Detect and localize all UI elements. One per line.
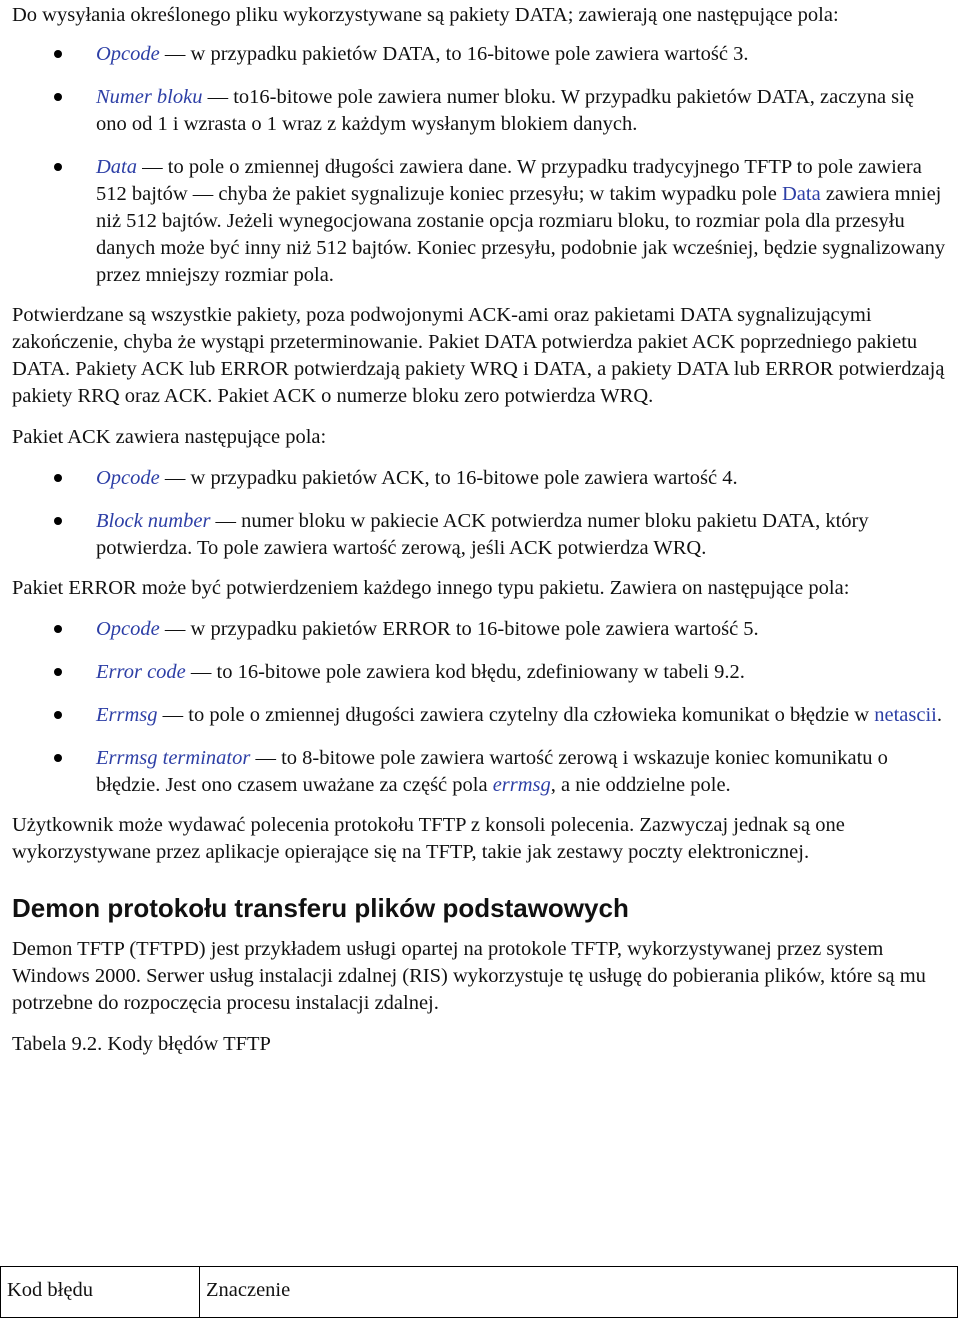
bullet-icon [54,93,62,101]
bullet-icon [54,517,62,525]
bullet-icon [54,668,62,676]
field-description: to 16-bitowe pole zawiera kod błędu, zdefiniowany w tabeli 9.2. [216,661,745,683]
bullet-icon [54,50,62,58]
list-item [12,659,946,686]
field-description: to pole o zmiennej długości zawiera dane. W przypadku tradycyjnego TFTP to pole zawiera 512 bajtów — chyba że pakiet sygnalizuje koniec przesyłu; w takim wypadku pole [96,156,922,205]
field-description: w przypadku pakietów DATA, to 16-bitowe pole zawiera wartość 3. [190,43,749,65]
em-dash: — [159,43,191,65]
em-dash: — [159,618,191,640]
bullet-icon [54,474,62,482]
ack-confirm-paragraph: Potwierdzane są wszystkie pakiety, poza podwojonymi ACK-ami oraz pakietami DATA sygnalizującymi zakończenie, chyba że wystąpi przeterminowanie. Pakiet DATA potwierdza pakiet ACK poprzedniego pakietu DATA. Pakiety ACK lub ERROR potwierdzają pakiety WRQ i DATA, a pakiety DATA lub ERROR potwierdzają pakiety RRQ oraz ACK. Pakiet ACK o numerze bloku zero potwierdza WRQ. [12,304,945,407]
error-intro-paragraph: Pakiet ERROR może być potwierdzeniem każdego innego typu pakietu. Zawiera on następujące pola: [12,577,850,599]
section-paragraph: Demon TFTP (TFTPD) jest przykładem usługi opartej na protokole TFTP, wykorzystywanej przez system Windows 2000. Serwer usług instalacji zdalnej (RIS) wykorzystuje tę usługę do pobierania plików, które są mu potrzebne do rozpoczęcia procesu instalacji zdalnej. [12,938,926,1014]
field-term: Opcode [96,43,160,65]
em-dash: — [202,86,234,108]
list-item [12,702,946,729]
field-description: to16-bitowe pole zawiera numer bloku. W przypadku pakietów DATA, zaczyna się ono od 1 i wzrasta o 1 wraz z każdym wysłanym blokiem danych. [96,86,914,135]
user-paragraph: Użytkownik może wydawać polecenia protokołu TFTP z konsoli polecenia. Zazwyczaj jednak są one wykorzystywane przez aplikacje opierające się na TFTP, takie jak zestawy poczty elektronicznej. [12,814,845,863]
data-fields-list [12,41,946,289]
field-term: Numer bloku [96,86,203,108]
table-header-row [1,1267,958,1318]
field-description-cont: . [936,704,942,726]
field-description-cont: zawiera mniej niż 512 bajtów. Jeżeli wynegocjowana zostanie opcja rozmiaru bloku, to rozmiar pola dla przesyłu danych może być inny niż 512 bajtów. Koniec przesyłu, podobnie jak wcześniej, będzie sygnalizowany przez mniejszy rozmiar pola. [96,183,946,286]
em-dash: — [157,704,189,726]
ack-fields-list [12,465,946,562]
inline-term: Data [782,183,821,205]
field-term: Data [96,156,137,178]
error-fields-list [12,616,946,799]
bullet-icon [54,754,62,762]
field-term: Errmsg [96,704,158,726]
bullet-icon [54,625,62,633]
list-item [12,616,946,643]
list-item [12,154,946,289]
field-term: Opcode [96,618,160,640]
field-description: numer bloku w pakiecie ACK potwierdza numer bloku pakietu DATA, który potwierdza. To pole zawiera wartość zerową, jeśli ACK potwierdza WRQ. [96,510,869,559]
field-description: to pole o zmiennej długości zawiera czytelny dla człowieka komunikat o błędzie w [188,704,875,726]
bullet-icon [54,711,62,719]
list-item [12,84,946,138]
em-dash: — [210,510,242,532]
field-term: Opcode [96,467,160,489]
table-caption: Tabela 9.2. Kody błędów TFTP [12,1033,271,1055]
table-header-cell: Kod błędu [1,1267,200,1318]
em-dash: — [159,467,191,489]
field-description-cont: , a nie oddzielne pole. [550,774,731,796]
field-term: Block number [96,510,211,532]
error-codes-table [0,1266,958,1318]
field-description: w przypadku pakietów ERROR to 16-bitowe pole zawiera wartość 5. [190,618,759,640]
list-item [12,508,946,562]
intro-paragraph: Do wysyłania określonego pliku wykorzystywane są pakiety DATA; zawierają one następujące pola: [12,4,839,26]
ack-intro-paragraph: Pakiet ACK zawiera następujące pola: [12,426,327,448]
bullet-icon [54,163,62,171]
em-dash: — [137,156,168,178]
em-dash: — [185,661,217,683]
list-item [12,745,946,799]
field-term: Error code [96,661,186,683]
inline-term: errmsg [492,774,551,796]
field-description: to 8-bitowe pole zawiera wartość zerową i wskazuje koniec komunikatu o błędzie. Jest ono czasem uważane za część pola [96,747,888,796]
field-term: Errmsg terminator [96,747,251,769]
inline-term: netascii [874,704,937,726]
table-header-cell: Znaczenie [200,1267,958,1318]
list-item [12,41,946,68]
list-item [12,465,946,492]
section-heading: Demon protokołu transferu plików podstawowych [12,893,629,923]
em-dash: — [250,747,282,769]
field-description: w przypadku pakietów ACK, to 16-bitowe pole zawiera wartość 4. [190,467,738,489]
document-page [12,0,946,1058]
